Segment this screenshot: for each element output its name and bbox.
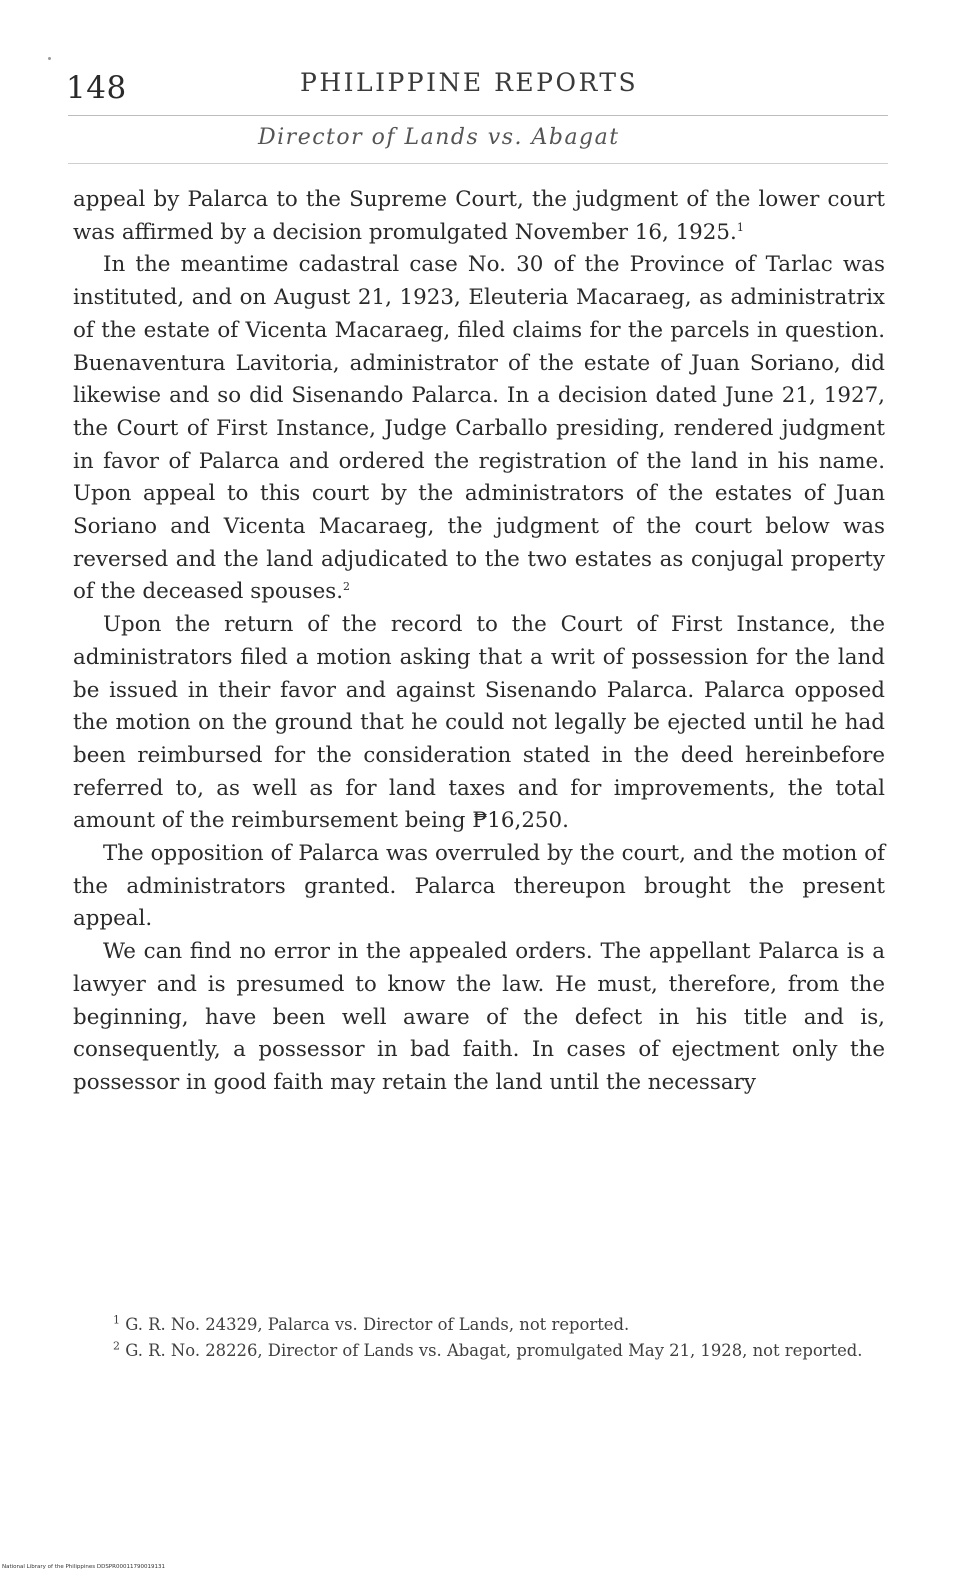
paragraph-2: [73, 249, 885, 609]
body-text: [73, 184, 885, 1100]
header-rule: [68, 115, 888, 116]
paragraph-3: Upon the return of the record to the Court of First Instance, the administrators filed a motion asking that a writ of possession for the land be issued in their favor and against Sisenando Palarca. Palarca opposed the motion on the ground that he could not legally be ejected until he had been reimbursed for the consideration stated in the deed hereinbefore referred to, as well as for land taxes and for improvements, the total amount of the reimbursement being ₱16,250.: [73, 612, 885, 834]
paragraph-1-text: appeal by Palarca to the Supreme Court, the judgment of the lower court was affirmed by a decision promulgated November 16, 1925.: [73, 187, 885, 245]
header-rule-lower: [68, 163, 888, 164]
footnote-2-mark: 2: [113, 1339, 120, 1353]
scan-speck: [48, 57, 51, 60]
footnote-2-text: G. R. No. 28226, Director of Lands vs. Abagat, promulgated May 21, 1928, not reported.: [125, 1341, 863, 1360]
footnote-ref-2: 2: [343, 580, 351, 594]
running-subtitle: Director of Lands vs. Abagat: [258, 125, 620, 150]
paragraph-4: The opposition of Palarca was overruled by the court, and the motion of the administrators granted. Palarca thereupon brought the present appeal.: [73, 841, 885, 932]
running-title: PHILIPPINE REPORTS: [300, 68, 639, 97]
footnote-ref-1: 1: [736, 220, 744, 234]
footnote-1-text: G. R. No. 24329, Palarca vs. Director of Lands, not reported.: [125, 1315, 630, 1334]
footnotes: [73, 1312, 885, 1364]
paragraph-5: We can find no error in the appealed orders. The appellant Palarca is a lawyer and is presumed to know the law. He must, therefore, from the beginning, have been well aware of the defect in his title and is, consequently, a possessor in bad faith. In cases of ejectment only the possessor in good faith may retain the land until the necessary: [73, 939, 885, 1095]
footnote-1-mark: 1: [113, 1313, 120, 1327]
paragraph-1: [73, 184, 885, 249]
paragraph-2-text: In the meantime cadastral case No. 30 of the Province of Tarlac was instituted, and on August 21, 1923, Eleuteria Macaraeg, as administratrix of the estate of Vicenta Macaraeg, filed claims for the parcels in question. Buenaventura Lavitoria, administrator of the estate of Juan Soriano, did likewise and so did Sisenando Palarca. In a decision dated June 21, 1927, the Court of First Instance, Judge Carballo presiding, rendered judgment in favor of Palarca and ordered the registration of the land in his name. Upon appeal to this court by the administrators of the estates of Juan Soriano and Vicenta Macaraeg, the judgment of the court below was reversed and the land adjudicated to the two estates as conjugal property of the deceased spouses.: [73, 252, 885, 605]
footnote-2: [73, 1338, 885, 1364]
scan-imprint: National Library of the Philippines DDSPR00011790019131: [2, 1564, 165, 1570]
page-number: 148: [66, 70, 127, 106]
footnote-1: [73, 1312, 885, 1338]
